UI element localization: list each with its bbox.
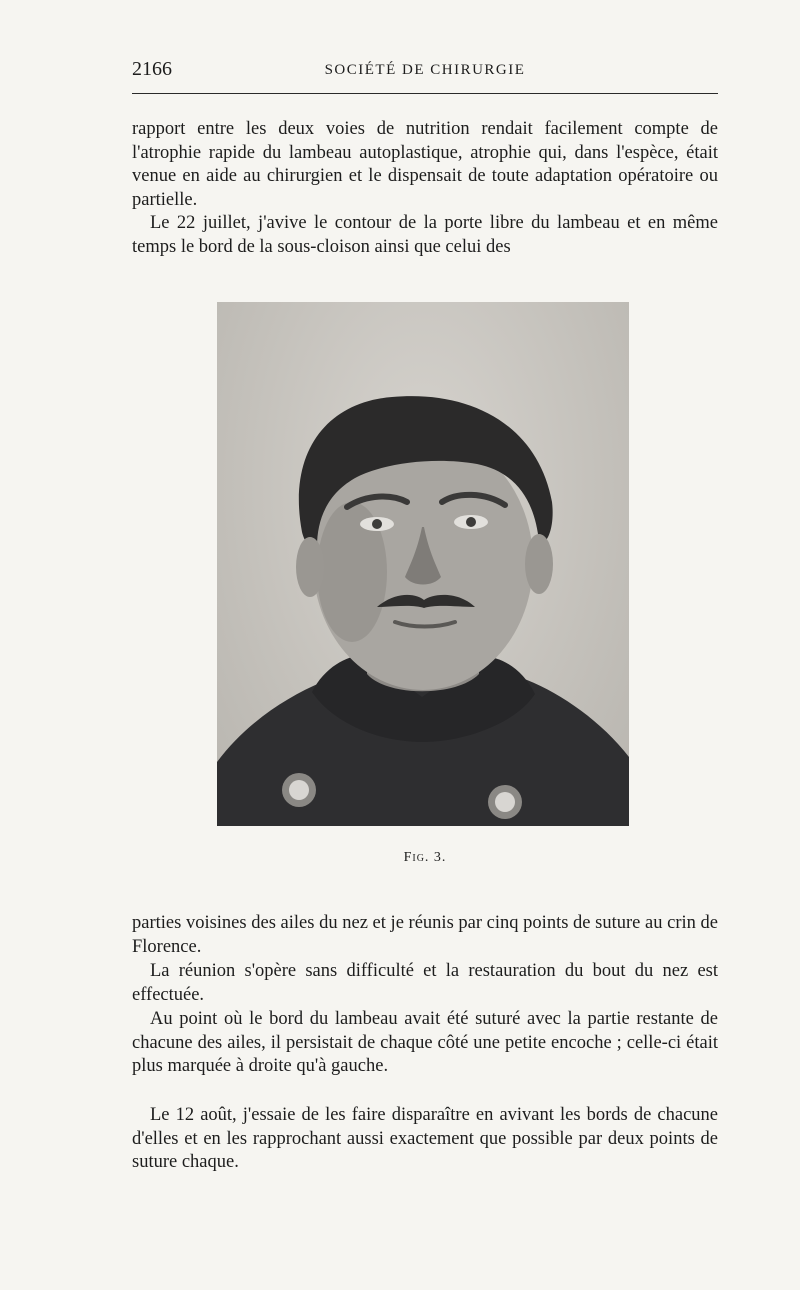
figure-caption: Fig. 3. [403,850,447,865]
paragraph-4: La réunion s'opère sans difficulté et la restauration du bout du nez est effectuée. [132,961,718,1005]
portrait-illustration [217,302,629,826]
paragraph-1: rapport entre les deux voies de nutrition rendait facilement compte de l'atrophie rapide du lambeau autoplastique, atrophie qui, dans l'espèce, était venue en aide au chirurgien et le dispensait de toute adaptation opératoire ou partielle. [132,119,718,210]
header-rule [132,93,718,94]
page-number: 2166 [132,58,172,80]
paragraph-3: parties voisines des ailes du nez et je réunis par cinq points de suture au crin de Florence. [132,913,718,957]
patient-photograph [217,302,629,826]
paragraph-6: Le 12 août, j'essaie de les faire disparaître en avivant les bords de chacune d'elles et en les rapprochant aussi exactement que possible par deux points de suture chaque. [132,1105,718,1173]
paragraph-2: Le 22 juillet, j'avive le contour de la porte libre du lambeau et en même temps le bord de la sous-cloison ainsi que celui des [132,213,718,257]
running-title: SOCIÉTÉ DE CHIRURGIE [324,62,526,78]
paragraph-5: Au point où le bord du lambeau avait été suturé avec la partie restante de chacune des ailes, il persistait de chaque côté une petite encoche ; celle-ci était plus marquée à droite qu'à gauche. [132,1009,718,1077]
page-header [132,58,718,88]
